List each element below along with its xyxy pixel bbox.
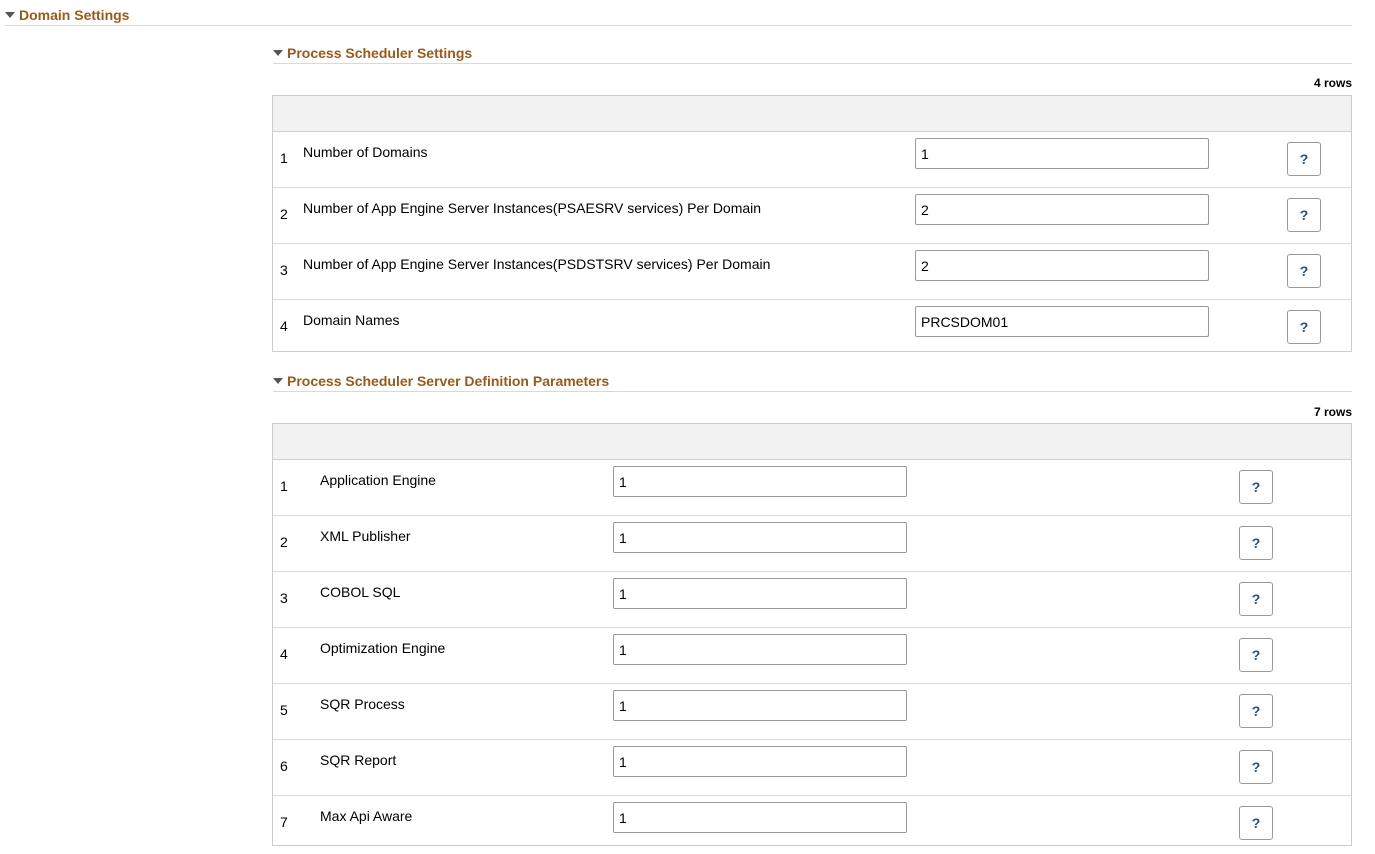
row-label: COBOL SQL bbox=[320, 584, 401, 600]
help-button[interactable]: ? bbox=[1287, 310, 1321, 344]
xml-publisher-input[interactable] bbox=[613, 522, 907, 553]
row-number: 7 bbox=[280, 814, 288, 830]
collapse-arrow-icon[interactable] bbox=[5, 12, 15, 18]
row-number: 2 bbox=[280, 534, 288, 550]
help-button[interactable]: ? bbox=[1239, 638, 1273, 672]
collapse-arrow-icon[interactable] bbox=[273, 50, 283, 56]
domain-settings-header[interactable] bbox=[5, 4, 1352, 26]
process-scheduler-settings-header[interactable] bbox=[273, 42, 1352, 64]
row-number: 1 bbox=[280, 478, 288, 494]
table-row bbox=[273, 460, 1351, 516]
collapse-arrow-icon[interactable] bbox=[273, 378, 283, 384]
process-scheduler-settings-title: Process Scheduler Settings bbox=[287, 44, 473, 61]
sqr-process-input[interactable] bbox=[613, 690, 907, 721]
psaesrv-instances-input[interactable] bbox=[915, 194, 1209, 225]
table-row bbox=[273, 132, 1351, 188]
help-button[interactable]: ? bbox=[1239, 582, 1273, 616]
row-label: Number of App Engine Server Instances(PSAESRV services) Per Domain bbox=[303, 200, 762, 216]
help-button[interactable]: ? bbox=[1239, 694, 1273, 728]
row-label: Optimization Engine bbox=[320, 640, 446, 656]
number-of-domains-input[interactable] bbox=[915, 138, 1209, 169]
row-label: Max Api Aware bbox=[320, 808, 413, 824]
help-button[interactable]: ? bbox=[1239, 750, 1273, 784]
table-row bbox=[273, 244, 1351, 300]
optimization-engine-input[interactable] bbox=[613, 634, 907, 665]
row-number: 1 bbox=[280, 150, 288, 166]
help-button[interactable]: ? bbox=[1239, 806, 1273, 840]
application-engine-input[interactable] bbox=[613, 466, 907, 497]
help-button[interactable]: ? bbox=[1287, 254, 1321, 288]
help-button[interactable]: ? bbox=[1239, 526, 1273, 560]
row-number: 6 bbox=[280, 758, 288, 774]
grid-header bbox=[273, 96, 1351, 132]
row-number: 2 bbox=[280, 206, 288, 222]
table-row bbox=[273, 684, 1351, 740]
row-label: XML Publisher bbox=[320, 528, 411, 544]
row-label: Domain Names bbox=[303, 312, 400, 328]
row-number: 3 bbox=[280, 590, 288, 606]
table-row bbox=[273, 628, 1351, 684]
row-number: 4 bbox=[280, 646, 288, 662]
grid-header bbox=[273, 424, 1351, 460]
server-definition-parameters-row-count: 7 rows bbox=[1313, 405, 1352, 419]
server-definition-parameters-title: Process Scheduler Server Definition Parameters bbox=[287, 372, 610, 389]
process-scheduler-settings-grid bbox=[272, 95, 1352, 352]
cobol-sql-input[interactable] bbox=[613, 578, 907, 609]
server-definition-parameters-header[interactable] bbox=[273, 370, 1352, 392]
sqr-report-input[interactable] bbox=[613, 746, 907, 777]
help-button[interactable]: ? bbox=[1239, 470, 1273, 504]
row-label: SQR Report bbox=[320, 752, 397, 768]
help-button[interactable]: ? bbox=[1287, 198, 1321, 232]
table-row bbox=[273, 516, 1351, 572]
table-row bbox=[273, 188, 1351, 244]
table-row bbox=[273, 740, 1351, 796]
row-number: 4 bbox=[280, 318, 288, 334]
domain-settings-title: Domain Settings bbox=[19, 6, 130, 23]
row-number: 3 bbox=[280, 262, 288, 278]
row-label: SQR Process bbox=[320, 696, 405, 712]
help-button[interactable]: ? bbox=[1287, 142, 1321, 176]
process-scheduler-settings-row-count: 4 rows bbox=[1313, 76, 1352, 90]
table-row bbox=[273, 796, 1351, 851]
server-definition-parameters-grid bbox=[272, 423, 1352, 846]
table-row bbox=[273, 572, 1351, 628]
psdstsrv-instances-input[interactable] bbox=[915, 250, 1209, 281]
domain-names-input[interactable] bbox=[915, 306, 1209, 337]
row-number: 5 bbox=[280, 702, 288, 718]
max-api-aware-input[interactable] bbox=[613, 802, 907, 833]
row-label: Number of Domains bbox=[303, 144, 428, 160]
row-label: Number of App Engine Server Instances(PSDSTSRV services) Per Domain bbox=[303, 256, 771, 272]
row-label: Application Engine bbox=[320, 472, 436, 488]
table-row bbox=[273, 300, 1351, 355]
